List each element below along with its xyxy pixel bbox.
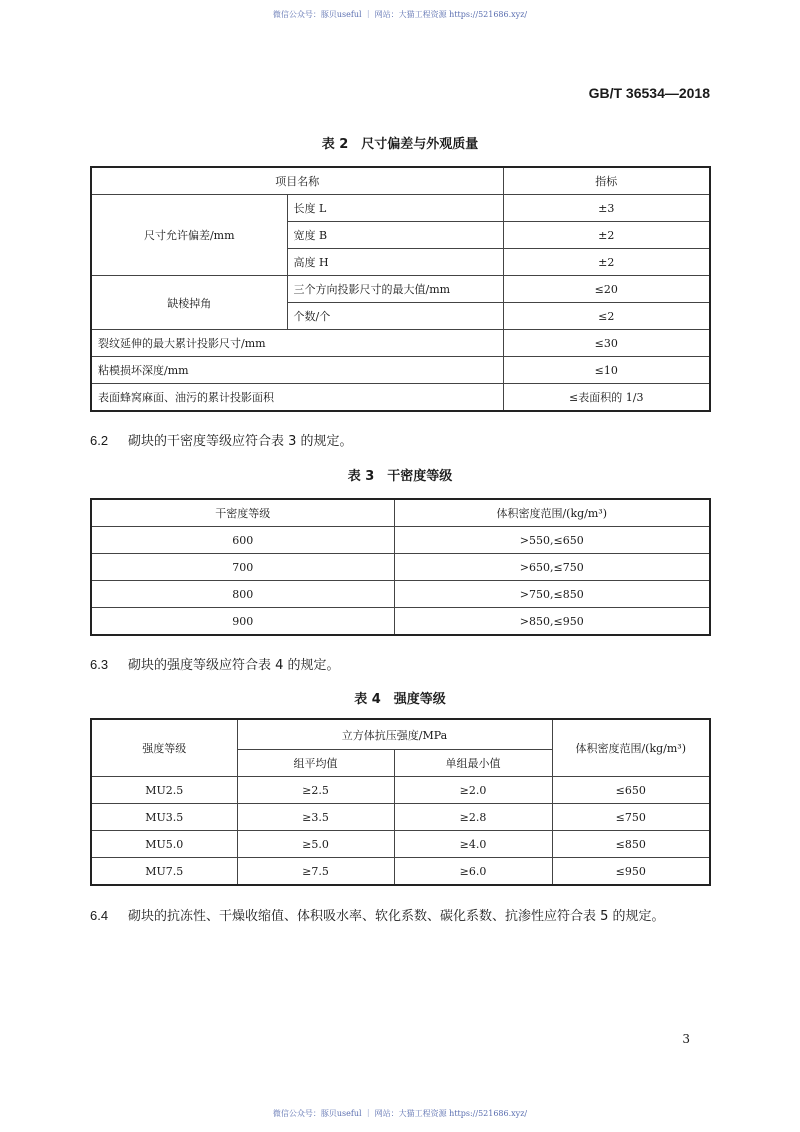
cell: MU3.5 [91,804,237,831]
header-cell: 指标 [503,167,710,195]
clause-6-3 [90,654,340,673]
table-row [91,276,710,303]
cell: 900 [91,608,394,636]
cell: ≥2.5 [237,777,394,804]
table3 [90,498,711,636]
header-cell: 项目名称 [91,167,503,195]
cell: ≤850 [552,831,710,858]
table2-caption: 表 2 尺寸偏差与外观质量 [321,137,479,152]
cell: ≤30 [503,330,710,357]
header-cell: 组平均值 [237,750,394,777]
cell: MU5.0 [91,831,237,858]
table2 [90,166,711,412]
header-cell: 立方体抗压强度/MPa [237,719,552,750]
cell: ≥4.0 [394,831,552,858]
clause-number: 6.2 [90,433,109,448]
table-header-row [91,167,710,195]
cell: 宽度 B [287,222,503,249]
cell: ≥7.5 [237,858,394,886]
header-cell: 干密度等级 [91,499,394,527]
cell: ±2 [503,249,710,276]
clause-text: 砌块的干密度等级应符合表 3 的规定。 [128,434,353,449]
clause-text: 砌块的抗冻性、干燥收缩值、体积吸水率、软化系数、碳化系数、抗渗性应符合表 5 的规定。 [128,909,665,924]
cell: MU7.5 [91,858,237,886]
header-cell: 体积密度范围/(kg/m³) [394,499,710,527]
table-row [91,357,710,384]
watermark-top: 微信公众号：豚贝useful ｜ 网站：大猫工程资源 https://521686.xyz/ [272,10,528,19]
table4 [90,718,711,886]
table-row [91,330,710,357]
cell: MU2.5 [91,777,237,804]
cell: 表面蜂窝麻面、油污的累计投影面积 [91,384,503,412]
cell: ≤2 [503,303,710,330]
cell: 个数/个 [287,303,503,330]
table-row [91,554,710,581]
header-cell: 体积密度范围/(kg/m³) [552,719,710,777]
header-cell: 强度等级 [91,719,237,777]
table-row [91,804,710,831]
cell: ≤650 [552,777,710,804]
cell: 600 [91,527,394,554]
cell: >650,≤750 [394,554,710,581]
cell: ≤950 [552,858,710,886]
cell: ≥6.0 [394,858,552,886]
clause-number: 6.4 [90,908,109,923]
page-number: 3 [682,1032,690,1046]
cell: ≥3.5 [237,804,394,831]
cell: >550,≤650 [394,527,710,554]
clause-6-2 [90,430,353,449]
table-row [91,527,710,554]
cell: 高度 H [287,249,503,276]
table3-caption: 表 3 干密度等级 [347,469,453,484]
clause-number: 6.3 [90,657,109,672]
table-row [91,608,710,636]
cell: >850,≤950 [394,608,710,636]
cell: ≤750 [552,804,710,831]
cell: ≤20 [503,276,710,303]
cell: 裂纹延伸的最大累计投影尺寸/mm [91,330,503,357]
table-header-row [91,719,710,750]
cell: >750,≤850 [394,581,710,608]
group-cell: 尺寸允许偏差/mm [91,195,287,276]
clause-6-4 [90,905,665,924]
cell: ≥2.0 [394,777,552,804]
cell: 800 [91,581,394,608]
cell: ±3 [503,195,710,222]
header-cell: 单组最小值 [394,750,552,777]
cell: 长度 L [287,195,503,222]
cell: 粘模损坏深度/mm [91,357,503,384]
standard-number: GB/T 36534—2018 [588,85,710,101]
cell: 700 [91,554,394,581]
group-cell: 缺棱掉角 [91,276,287,330]
table-row [91,384,710,412]
table-row [91,858,710,886]
table-row [91,195,710,222]
cell: 三个方向投影尺寸的最大值/mm [287,276,503,303]
table-row [91,831,710,858]
cell: ≤表面积的 1/3 [503,384,710,412]
table-header-row [91,499,710,527]
cell: ±2 [503,222,710,249]
table-row [91,777,710,804]
table-row [91,581,710,608]
clause-text: 砌块的强度等级应符合表 4 的规定。 [128,658,340,673]
cell: ≥5.0 [237,831,394,858]
table4-caption: 表 4 强度等级 [354,692,446,707]
cell: ≤10 [503,357,710,384]
watermark-bottom: 微信公众号：豚贝useful ｜ 网站：大猫工程资源 https://521686.xyz/ [272,1109,528,1118]
cell: ≥2.8 [394,804,552,831]
